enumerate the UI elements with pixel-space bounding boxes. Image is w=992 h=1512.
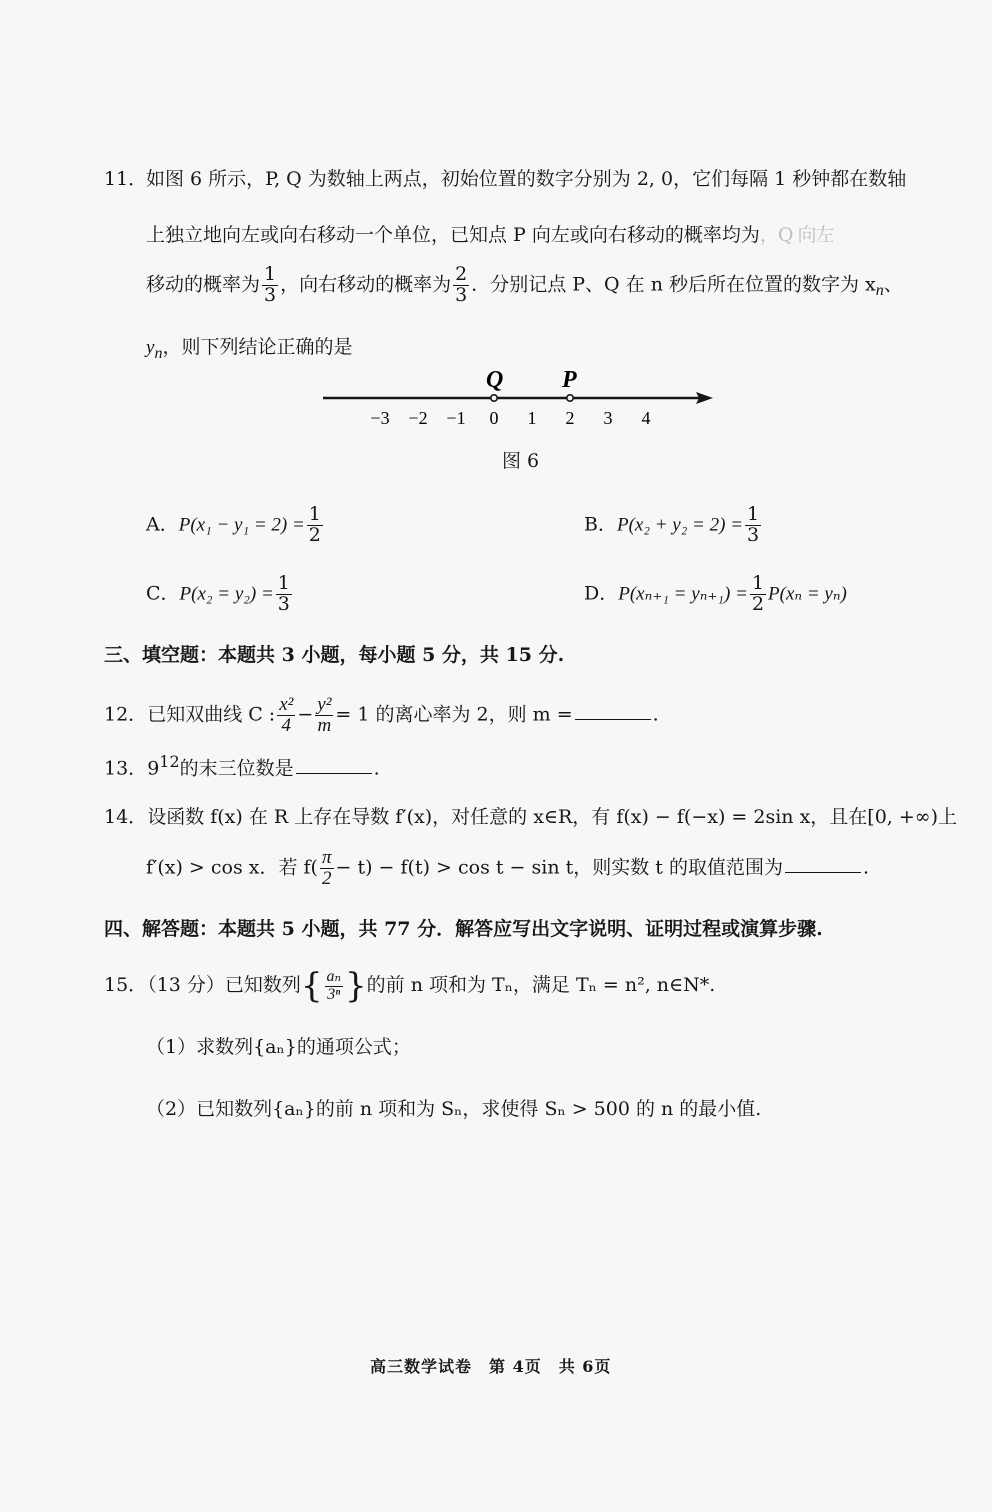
- q15-part2: （2）已知数列{aₙ}的前 n 项和为 Sₙ，求使得 Sₙ > 500 的 n 的最小值.: [146, 1098, 762, 1120]
- tick-label: 3: [603, 408, 613, 428]
- page-footer: 高三数学试卷 第 4页 共 6页: [370, 1357, 612, 1376]
- option-d: D．P(xₙ₊₁ = yₙ₊₁) = $\frac{1}{2}$ P(xₙ = yₙ): [584, 572, 847, 615]
- q11-line3-c: ．分别记点 P、Q 在 n 秒后所在位置的数字为 x: [471, 273, 876, 296]
- option-a: A．P(x₁ − y₁ = 2) = $\frac{1}{2}$: [146, 503, 321, 546]
- q11-line3-a: 移动的概率为: [146, 273, 261, 296]
- q14-line1: 14．设函数 f(x) 在 R 上存在导数 f′(x)，对任意的 x∈R，有 f(x) − f(−x) = 2sin x，且在[0, +∞)上: [104, 806, 958, 828]
- q13: 13．$9^{12}$的末三位数是 .: [104, 752, 380, 780]
- figure-caption: 图 6: [502, 450, 540, 472]
- number-line-ticks: [370, 408, 650, 428]
- point-Q-marker: [491, 395, 497, 401]
- q13-answer-blank: [296, 772, 372, 774]
- tick-label: 2: [565, 408, 575, 428]
- option-b: B．P(x₂ + y₂ = 2) = $\frac{1}{3}$: [584, 503, 760, 546]
- tick-label: 0: [489, 408, 499, 428]
- tick-label: 4: [641, 408, 651, 428]
- label-Q: Q: [486, 367, 504, 393]
- q12: 12．已知双曲线 C : $\frac{\text{x²}}{4}$ − $\frac{\text{y²}}{m}$ = 1 的离心率为 2，则 m = .: [104, 694, 659, 736]
- tick-label: −2: [408, 408, 428, 428]
- point-P-marker: [567, 395, 573, 401]
- q11-line4: $y_n$，则下列结论正确的是: [146, 336, 353, 362]
- q14-answer-blank: [785, 871, 861, 873]
- q11-number: 11．: [104, 168, 148, 190]
- option-c: C．P(x₂ = y₂) = $\frac{1}{3}$: [146, 572, 290, 615]
- q11-line2-text: 上独立地向左或向右移动一个单位，已知点 P 向左或向右移动的概率均为: [146, 224, 760, 246]
- q11-line3-b: ，向右移动的概率为: [280, 273, 452, 296]
- q11-line2: [146, 220, 834, 247]
- tick-label: −1: [446, 408, 466, 428]
- q15-part1: （1）求数列{aₙ}的通项公式；: [146, 1036, 411, 1058]
- q12-answer-blank: [575, 718, 651, 720]
- fraction-one-third: $\frac{1}{3}$: [264, 263, 277, 306]
- tick-label: −3: [370, 408, 390, 428]
- q15-stem: 15．（13 分）已知数列{ $\frac{\text{aₙ}}{\text{3ⁿ}}$ }的前 n 项和为 Tₙ，满足 Tₙ = n², n∈N*.: [104, 966, 716, 1006]
- q11-line1: 如图 6 所示，P, Q 为数轴上两点，初始位置的数字分别为 2, 0，它们每隔 1 秒钟都在数轴: [146, 168, 907, 190]
- section-4-heading: 四、解答题：本题共 5 小题，共 77 分．解答应写出文字说明、证明过程或演算步骤.: [104, 918, 823, 940]
- q14-line2: f′(x) > cos x．若 f( $\frac{\pi}{2}$ − t) − f(t) > cos t − sin t，则实数 t 的取值范围为 .: [146, 847, 870, 889]
- tick-label: 1: [527, 408, 537, 428]
- q11-line2-smudged: ，Q 向左: [759, 224, 834, 246]
- q11-line3: 移动的概率为 $\frac{1}{3}$ ，向右移动的概率为 $\frac{2}{3}$ ．分别记点 P、Q 在 n 秒后所在位置的数字为 $x_n$、: [146, 263, 903, 306]
- number-line-figure: [318, 360, 718, 435]
- label-P: P: [562, 367, 577, 393]
- fraction-two-thirds: $\frac{2}{3}$: [455, 263, 468, 306]
- section-3-heading: 三、填空题：本题共 3 小题，每小题 5 分，共 15 分.: [104, 644, 565, 666]
